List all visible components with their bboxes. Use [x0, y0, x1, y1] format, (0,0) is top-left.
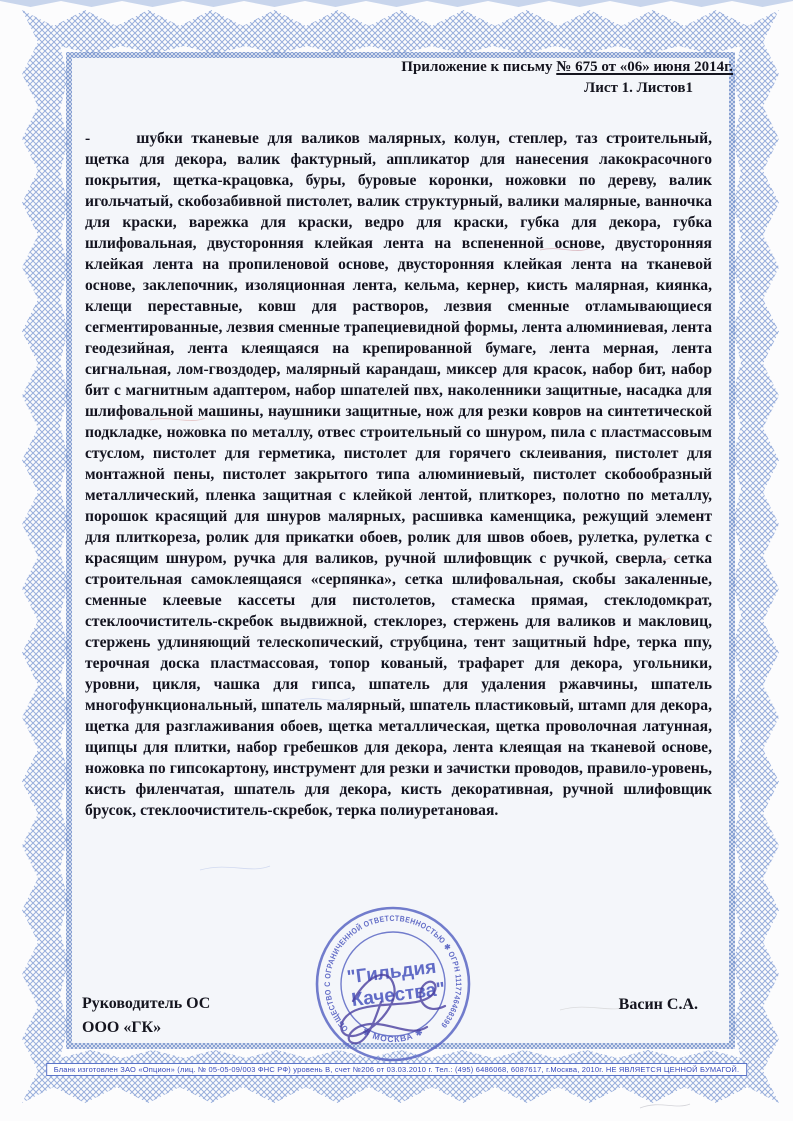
- signoff-company: ООО «ГК»: [82, 1019, 162, 1036]
- header-prefix: Приложение к письму: [401, 59, 557, 75]
- stamp-city-text: ✱ МОСКВА ✱: [360, 1025, 426, 1045]
- signoff-role: Руководитель ОС: [82, 995, 211, 1012]
- document-header: [401, 57, 733, 99]
- tools-list-text: шубки тканевые для валиков малярных, колун, степлер, таз строительный, щетка для декора, валик фактурный, аппликатор для нанесения лакокрасочного покрытия, щетка-крацовка, буры, буровые коронки, ножовки по дереву, валик игольчатый, скобозабивной пистолет, валик структурный, валики малярные, ванночка для краски, варежка для краски, ведро для краски, губка для декора, губка шлифовальная, двусторонняя клейкая лента на вспененной основе, двусторонняя клейкая лента на пропиленовой основе, двусторонняя клейкая лента на тканевой основе, заклепочник, изоляционная лента, кельма, кернер, кисть малярная, киянка, клещи переставные, ковш для растворов, лезвия сменные отламывающиеся сегментированные, лезвия сменные трапециевидной формы, лента алюминиевая, лента геодезийная, лента клеящаяся на крепированной бумаге, лента мерная, лента сигнальная, лом-гвоздодер, малярный карандаш, миксер для красок, набор бит, набор бит с магнитным адаптером, набор шпателей пвх, наколенники защитные, насадка для шлифовальной машины, наушники защитные, нож для резки ковров на синтетической подкладке, ножовка по металлу, отвес строительный со шнуром, пила с пластмассовым стуслом, пистолет для герметика, пистолет для горячего склеивания, пистолет для монтажной пены, пистолет закрытого типа алюминиевый, пистолет скобообразный металлический, пленка защитная с клейкой лентой, плиткорез, полотно по металлу, порошок красящий для шнуров малярных, расшивка каменщика, режущий элемент для плиткореза, ролик для прикатки обоев, ролик для швов обоев, рулетка, рулетка с красящим шнуром, ручка для валиков, ручной шлифовщик с ручкой, сверла, сетка строительная самоклеящаяся «серпянка», сетка шлифовальная, скобы закаленные, сменные клеевые кассеты для пистолетов, стамеска прямая, стеклодомкрат, стеклоочиститель-скребок выдвижной, стеклорез, стержень для валиков и макловиц, стержень удлиняющий телескопический, струбцина, тент защитный hdpe, терка ппу, терочная доска пластмассовая, топор кованый, трафарет для декора, угольники, уровни, цикля, чашка для гипса, шпатель для удаления ржавчины, шпатель многофункциональный, шпатель малярный, шпатель пластиковый, штамп для декора, щетка для разглаживания обоев, щетка металлическая, щетка проволочная латунная, щипцы для плитки, набор гребешков для декора, лента клеящая на тканевой основе, ножовка по гипсокартону, инструмент для резки и зачистки проводов, правило-уровень, кисть филенчатая, шпатель для декора, кисть декоративная, ручной шлифовщик брусок, стеклоочиститель-скребок, терка полиуретановая.: [85, 130, 712, 819]
- list-dash-marker: -: [85, 130, 91, 147]
- stamp-ring-text: ОБЩЕСТВО С ОГРАНИЧЕННОЙ ОТВЕТСТВЕННОСТЬЮ ✱ ОГРН 1117746468399: [322, 913, 464, 1034]
- header-sheet-info: Лист 1. Листов1: [584, 80, 693, 96]
- header-letter-number: № 675 от «06» июня 2014г.: [556, 59, 733, 75]
- form-manufacturer-microtext: Бланк изготовлен ЗАО «Опцион» (лиц. № 05-05-09/003 ФНС РФ) уровень В, счет №206 от 03.03.2010 г. Тел.: (495) 6486068, 6087617, г.Москва, 2010г. НЕ ЯВЛЯЕТСЯ ЦЕННОЙ БУМАГОЙ.: [46, 1063, 748, 1076]
- signoff-name: Васин С.А.: [618, 996, 698, 1013]
- tools-list-paragraph: [85, 128, 712, 821]
- signoff-left-block: [82, 992, 210, 1040]
- header-line1: [401, 57, 733, 78]
- stamp-center-line1: "Гильдия: [345, 956, 438, 989]
- stamp-center-line2: Качества": [350, 978, 447, 1012]
- company-stamp: [293, 906, 493, 1066]
